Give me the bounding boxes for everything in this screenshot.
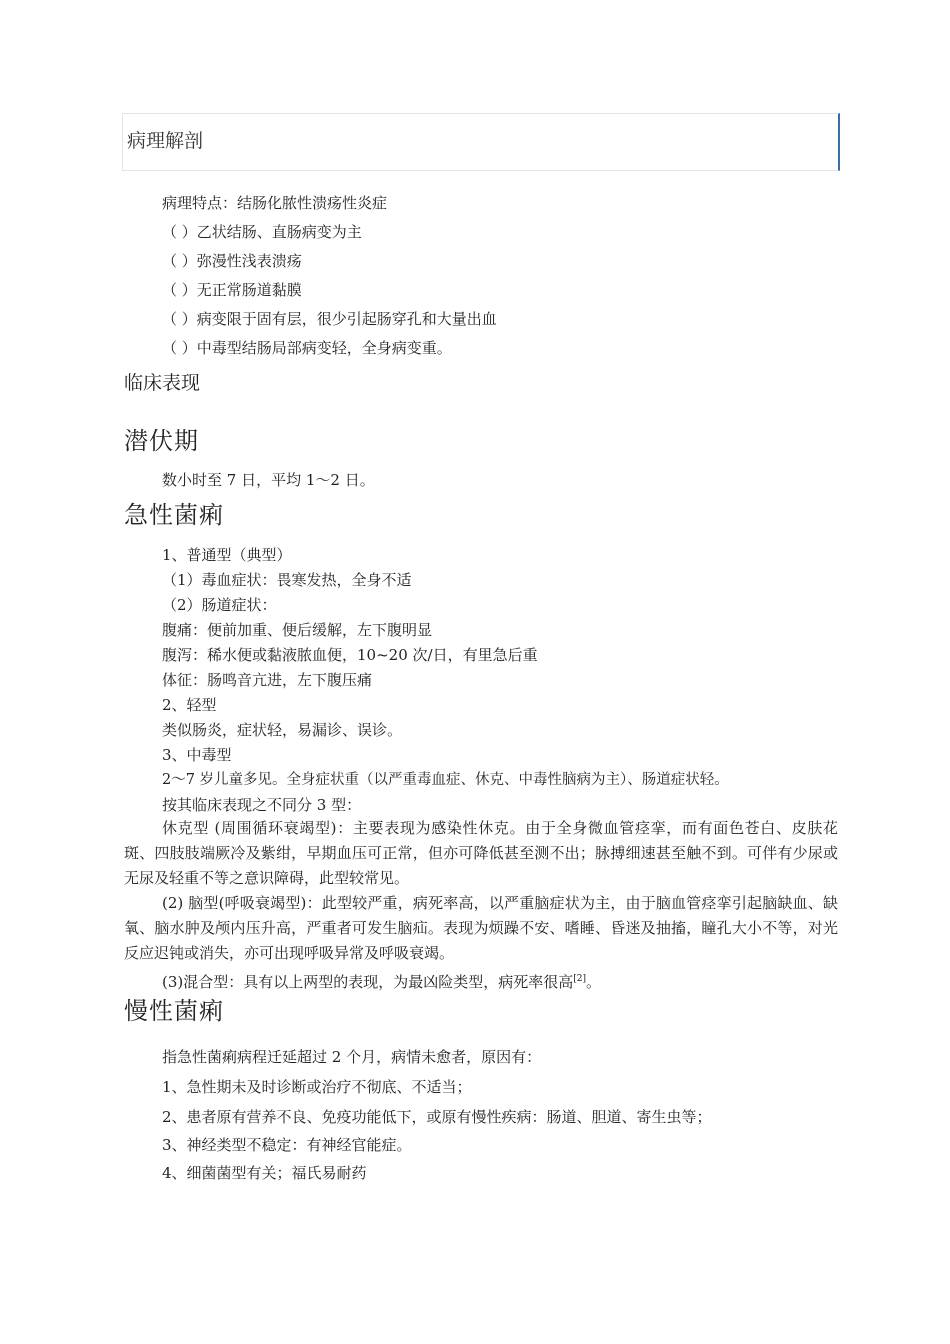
- pathology-item: （ ）无正常肠道黏膜: [162, 281, 302, 299]
- chronic-line: 2、患者原有营养不良、免疫功能低下，或原有慢性疾病：肠道、胆道、寄生虫等；: [162, 1108, 712, 1126]
- acute-line: 1、普通型（典型）: [162, 546, 292, 564]
- pathology-feature: 病理特点：结肠化脓性溃疡性炎症: [162, 194, 388, 212]
- header-box: [122, 113, 840, 171]
- pathology-item: （ ）乙状结肠、直肠病变为主: [162, 223, 362, 241]
- chronic-line: 3、神经类型不稳定：有神经官能症。: [162, 1136, 412, 1154]
- chronic-line: 指急性菌痢病程迁延超过 2 个月，病情未愈者，原因有：: [162, 1048, 542, 1066]
- clinical-heading: 临床表现: [124, 372, 201, 394]
- mixed-type-end: 。: [586, 973, 602, 991]
- acute-line: 体征：肠鸣音亢进，左下腹压痛: [162, 671, 373, 689]
- incubation-text: 数小时至 7 日，平均 1～2 日。: [162, 471, 375, 489]
- reference-marker: [2]: [573, 974, 587, 984]
- acute-line: 按其临床表现之不同分 3 型：: [162, 796, 362, 814]
- mixed-type-text: (3)混合型：具有以上两型的表现，为最凶险类型，病死率很高: [162, 973, 574, 991]
- chronic-line: 1、急性期未及时诊断或治疗不彻底、不适当；: [162, 1078, 472, 1096]
- acute-line: 腹痛：便前加重、便后缓解，左下腹明显: [162, 621, 433, 639]
- acute-heading: 急性菌痢: [124, 501, 224, 529]
- incubation-heading: 潜伏期: [124, 427, 199, 455]
- header-title: 病理解剖: [127, 130, 204, 152]
- acute-line: 2、轻型: [162, 696, 217, 714]
- mixed-type-line: [162, 969, 601, 992]
- acute-line: （2）肠道症状：: [162, 596, 277, 614]
- chronic-line: 4、细菌菌型有关；福氏易耐药: [162, 1164, 367, 1182]
- pathology-item: （ ）病变限于固有层，很少引起肠穿孔和大量出血: [162, 310, 497, 328]
- brain-type-paragraph: (2) 脑型(呼吸衰竭型)：此型较严重，病死率高，以严重脑症状为主，由于脑血管痉挛引起脑缺血、缺氧、脑水肿及颅内压升高，严重者可发生脑疝。表现为烦躁不安、嗜睡、昏迷及抽搐，瞳孔大小不等，对光反应迟钝或消失，亦可出现呼吸异常及呼吸衰竭。: [124, 894, 838, 962]
- acute-line: 腹泻：稀水便或黏液脓血便，10~20 次/日，有里急后重: [162, 646, 538, 664]
- pathology-item: （ ）弥漫性浅表溃疡: [162, 252, 302, 270]
- acute-line: 3、中毒型: [162, 746, 232, 764]
- chronic-heading: 慢性菌痢: [124, 997, 224, 1025]
- shock-type-paragraph: 休克型 (周围循环衰竭型)：主要表现为感染性休克。由于全身微血管痉挛，而有面色苍白、皮肤花斑、四肢肢端厥冷及紫绀，早期血压可正常，但亦可降低甚至测不出；脉搏细速甚至触不到。可伴有少尿或无尿及轻重不等之意识障碍，此型较常见。: [124, 819, 838, 887]
- acute-line: （1）毒血症状：畏寒发热，全身不适: [162, 571, 412, 589]
- acute-line: 类似肠炎，症状轻，易漏诊、误诊。: [162, 721, 403, 739]
- acute-line: 2～7 岁儿童多见。全身症状重（以严重毒血症、休克、中毒性脑病为主）、肠道症状轻。: [162, 772, 729, 788]
- pathology-item: （ ）中毒型结肠局部病变轻，全身病变重。: [162, 339, 452, 357]
